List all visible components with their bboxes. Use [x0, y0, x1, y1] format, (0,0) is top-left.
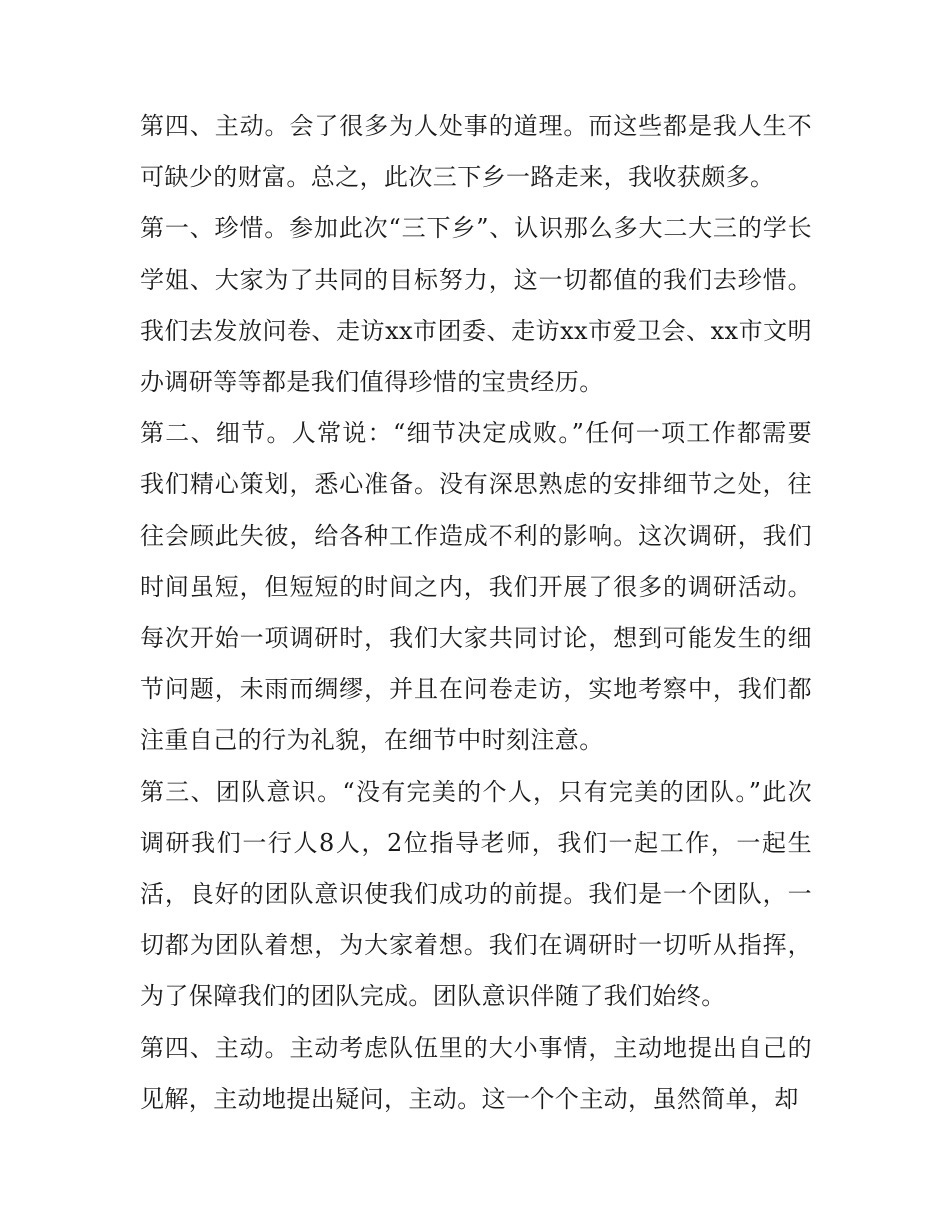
paragraph-proactive: 第四、主动。主动考虑队伍里的大小事情，主动地提出自己的见解，主动地提出疑问，主动。这一个个主动，虽然简单，却 — [140, 1033, 812, 1113]
paragraph-proactive-intro: 第四、主动。会了很多为人处事的道理。而这些都是我人生不可缺少的财富。总之，此次三下乡一路走来，我收获颇多。 — [140, 112, 812, 192]
document-body — [140, 101, 812, 1125]
paragraph-cherish: 第一、珍惜。参加此次“三下乡”、认识那么多大二大三的学长学姐、大家为了共同的目标努力，这一切都值的我们去珍惜。我们去发放问卷、走访xx市团委、走访xx市爱卫会、xx市文明办调研等等都是我们值得珍惜的宝贵经历。 — [140, 214, 812, 397]
paragraph-details: 第二、细节。人常说：“细节决定成败。”任何一项工作都需要我们精心策划，悉心准备。没有深思熟虑的安排细节之处，往往会顾此失彼，给各种工作造成不利的影响。这次调研，我们时间虽短，但短短的时间之内，我们开展了很多的调研活动。每次开始一项调研时，我们大家共同讨论，想到可能发生的细节问题，未雨而绸缪，并且在问卷走访，实地考察中，我们都注重自己的行为礼貌，在细节中时刻注意。 — [140, 419, 812, 755]
paragraph-teamwork: 第三、团队意识。“没有完美的个人，只有完美的团队。”此次调研我们一行人8人，2位指导老师，我们一起工作，一起生活，良好的团队意识使我们成功的前提。我们是一个团队，一切都为团队着想，为大家着想。我们在调研时一切听从指挥，为了保障我们的团队完成。团队意识伴随了我们始终。 — [140, 777, 812, 1011]
